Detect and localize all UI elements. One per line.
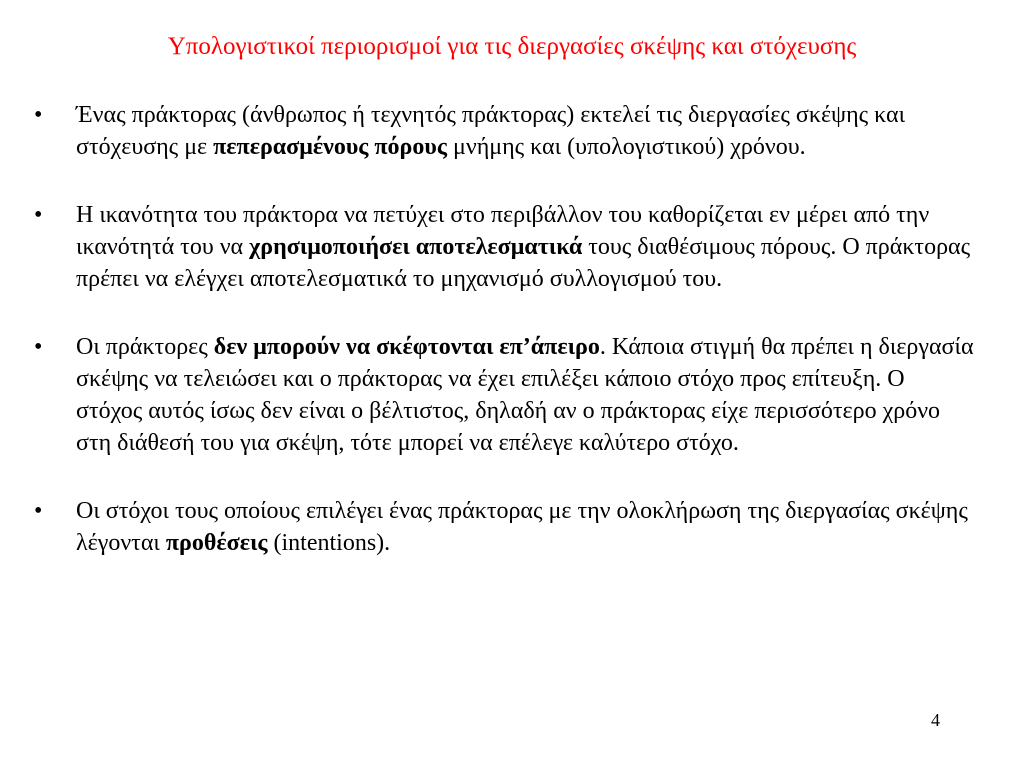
bullet-item (34, 99, 974, 163)
bullet-symbol: • (34, 102, 43, 128)
bullet-text-segment-bold: δεν μπορούν να σκέφτονται επ’άπειρο (213, 334, 600, 360)
bullet-text-segment-bold: προθέσεις (165, 530, 268, 556)
bullet-text-segment: Ένας πράκτορας (άνθρωπος ή τεχνητός πράκτορας) εκτελεί τις διεργασίες σκέψης και στόχευσης με (76, 102, 906, 160)
bullet-item (34, 495, 974, 559)
bullet-symbol: • (34, 202, 43, 228)
bullet-text-segment: Οι στόχοι τους οποίους επιλέγει ένας πράκτορας με την ολοκλήρωση της διεργασίας σκέψης λέγονται (76, 498, 968, 556)
bullet-text-segment: Η ικανότητα του πράκτορα να πετύχει στο περιβάλλον του καθορίζεται εν μέρει από την ικανότητά του να (76, 202, 930, 260)
bullet-text-segment-bold: πεπερασμένους πόρους (213, 134, 447, 160)
bullet-text-segment-bold: χρησιμοποιήσει αποτελεσματικά (249, 234, 583, 260)
bullet-symbol: • (34, 334, 43, 360)
bullet-item (34, 199, 974, 295)
bullet-text-segment: τους διαθέσιμους πόρους. Ο πράκτορας πρέπει να ελέγχει αποτελεσματικά το μηχανισμό συλλογισμού του. (76, 234, 971, 292)
bullet-symbol: • (34, 498, 43, 524)
bullet-list (34, 99, 974, 559)
bullet-text-segment: (intentions). (267, 530, 391, 556)
slide-title: Υπολογιστικοί περιορισμοί για τις διεργασίες σκέψης και στόχευσης (167, 33, 857, 60)
bullet-text-segment: . Κάποια στιγμή θα πρέπει η διεργασία σκέψης να τελειώσει και ο πράκτορας να έχει επιλέξει κάποιο στόχο προς επίτευξη. Ο στόχος αυτός ίσως δεν είναι ο βέλτιστος, δηλαδή αν ο πράκτορας είχε περισσότερο χρόνο στη διάθεσή του για σκέψη, τότε μπορεί να επέλεγε καλύτερο στόχο. (76, 334, 974, 456)
bullet-text-segment: Οι πράκτορες (76, 334, 214, 360)
bullet-text-segment: μνήμης και (υπολογιστικού) χρόνου. (446, 134, 806, 160)
page-number: 4 (931, 710, 940, 730)
bullet-item (34, 331, 974, 459)
